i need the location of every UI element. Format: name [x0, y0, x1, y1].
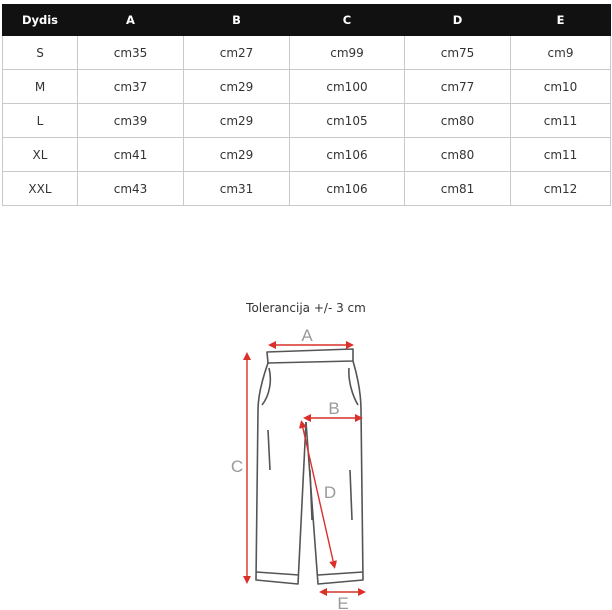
label-d: D: [323, 483, 337, 502]
cell-a: cm43: [78, 172, 184, 206]
right-hem: [318, 572, 363, 575]
cell-b: cm31: [184, 172, 290, 206]
label-b: B: [328, 399, 340, 418]
pants-outline: [256, 349, 363, 584]
cell-d: cm81: [405, 172, 511, 206]
header-e: E: [511, 5, 611, 36]
cell-b: cm29: [184, 70, 290, 104]
label-a: A: [301, 326, 313, 345]
cell-a: cm35: [78, 36, 184, 70]
right-leg-outer: [306, 361, 363, 584]
cell-d: cm80: [405, 104, 511, 138]
crotch-fold: [310, 470, 312, 520]
measurement-labels: [231, 326, 349, 610]
cell-c: cm99: [290, 36, 405, 70]
waistband: [267, 349, 353, 363]
left-fold: [268, 430, 270, 470]
cell-c: cm106: [290, 138, 405, 172]
cell-a: cm39: [78, 104, 184, 138]
cell-size: S: [3, 36, 78, 70]
left-leg-outer: [256, 363, 306, 584]
cell-a: cm37: [78, 70, 184, 104]
cell-size: L: [3, 104, 78, 138]
cell-e: cm12: [511, 172, 611, 206]
header-size: Dydis: [3, 5, 78, 36]
cell-size: XL: [3, 138, 78, 172]
left-pocket: [262, 368, 270, 405]
cell-d: cm80: [405, 138, 511, 172]
tolerance-note: Tolerancija +/- 3 cm: [246, 301, 366, 315]
cell-size: M: [3, 70, 78, 104]
header-a: A: [78, 5, 184, 36]
header-d: D: [405, 5, 511, 36]
cell-c: cm105: [290, 104, 405, 138]
label-e: E: [337, 594, 349, 610]
cell-d: cm77: [405, 70, 511, 104]
cell-c: cm100: [290, 70, 405, 104]
cell-e: cm10: [511, 70, 611, 104]
cell-d: cm75: [405, 36, 511, 70]
cell-e: cm9: [511, 36, 611, 70]
header-c: C: [290, 5, 405, 36]
cell-size: XXL: [3, 172, 78, 206]
cell-e: cm11: [511, 138, 611, 172]
left-hem: [256, 572, 299, 575]
right-fold: [350, 470, 352, 520]
cell-e: cm11: [511, 104, 611, 138]
cell-a: cm41: [78, 138, 184, 172]
cell-c: cm106: [290, 172, 405, 206]
label-c: C: [230, 457, 244, 476]
header-b: B: [184, 5, 290, 36]
cell-b: cm29: [184, 138, 290, 172]
cell-b: cm29: [184, 104, 290, 138]
cell-b: cm27: [184, 36, 290, 70]
